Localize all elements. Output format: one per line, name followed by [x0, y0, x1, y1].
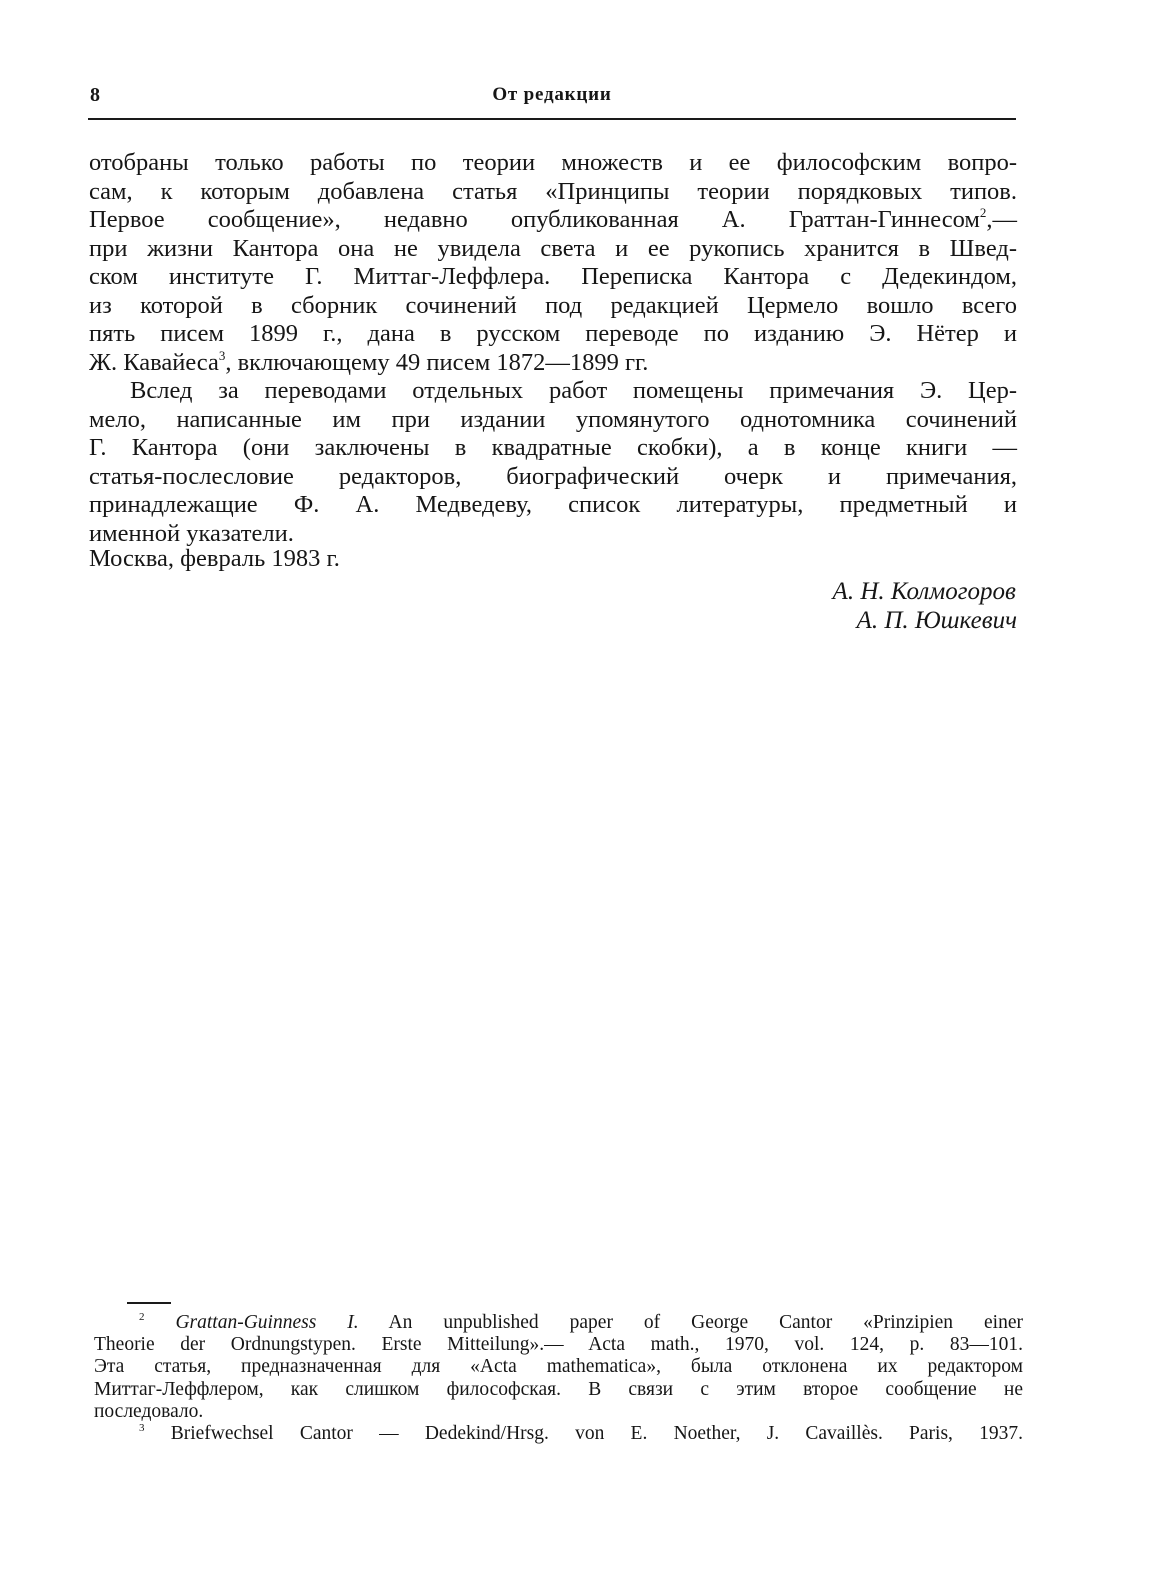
text-line [89, 206, 1017, 235]
text-line [89, 349, 1017, 378]
footnote-mark-2: 2 [139, 1311, 145, 1323]
footnotes [94, 1312, 1023, 1445]
signatures [833, 577, 1017, 635]
signature-kolmogorov: А. Н. Колмогоров [832, 578, 1016, 605]
text-fragment: Первое сообщение», недавно опубликованная А. Граттан-Гиннесом [89, 206, 980, 233]
text-line: сам, к которым добавлена статья «Принципы теории порядковых типов. [89, 177, 1017, 205]
signature-yushkevich: А. П. Юшкевич [856, 607, 1017, 634]
text-line: Г. Кантора (они заключены в квадратные скобки), а в конце книги — [89, 434, 1017, 461]
paragraph-2 [89, 377, 1017, 548]
text-line: при жизни Кантора она не увидела света и ее рукопись хранится в Швед- [89, 234, 1017, 262]
footnote-line [94, 1312, 1023, 1334]
text-fragment: Ж. Кавайеса [89, 348, 219, 376]
text-line: пять писем 1899 г., дана в русском переводе по изданию Э. Нётер и [89, 320, 1017, 347]
text-fragment: ,— [986, 206, 1017, 233]
text-line: Вслед за переводами отдельных работ помещены примечания Э. Цер- [130, 377, 1017, 404]
footnote-mark-3: 3 [139, 1422, 145, 1435]
text-line: именной указатели. [89, 519, 294, 547]
footnote-line: Миттаг-Леффлером, как слишком философская. В связи с этим второе сообщение не [94, 1378, 1023, 1400]
footnote-3 [94, 1423, 1023, 1445]
text-fragment: , включающему 49 писем 1872—1899 гг. [225, 348, 649, 376]
page-number: 8 [90, 84, 100, 106]
footnote-2 [94, 1312, 1023, 1423]
text-line: из которой в сборник сочинений под редакцией Цермело вошло всего [89, 291, 1017, 319]
footnote-line [94, 1423, 1023, 1445]
text-line: ском институте Г. Миттаг-Леффлера. Переписка Кантора с Дедекиндом, [89, 263, 1017, 290]
paragraph-1 [89, 149, 1017, 377]
text-line: принадлежащие Ф. А. Медведеву, список литературы, предметный и [89, 491, 1017, 518]
place-date: Москва, февраль 1983 г. [89, 545, 340, 572]
page-header [88, 80, 1016, 120]
text-line: статья-послесловие редакторов, биографический очерк и примечания, [89, 462, 1017, 490]
footnote-line: Theorie der Ordnungstypen. Erste Mitteilung».— Acta math., 1970, vol. 124, p. 83—101. [94, 1334, 1023, 1356]
footnote-separator [127, 1302, 171, 1304]
running-title: От редакции [492, 84, 612, 105]
main-text [89, 149, 1017, 548]
footnote-ref-3[interactable]: 3 [218, 347, 226, 363]
text-line: мело, написанные им при издании упомянутого однотомника сочинений [89, 405, 1017, 433]
text-line: отобраны только работы по теории множеств и ее философским вопро- [89, 149, 1017, 176]
text-fragment: Briefwechsel Cantor — Dedekind/Hrsg. von E. Noether, J. Cavaillès. Paris, 1937. [170, 1423, 1024, 1445]
text-fragment: An unpublished paper of George Cantor «Prinzipien einer [358, 1312, 1023, 1333]
footnote-ref-2[interactable]: 2 [979, 205, 987, 220]
footnote-line: последовало. [94, 1400, 204, 1422]
footnote-line: Эта статья, предназначенная для «Acta mathematica», была отклонена их редактором [94, 1356, 1023, 1378]
footnote-author: Grattan-Guinness I. [175, 1312, 359, 1333]
